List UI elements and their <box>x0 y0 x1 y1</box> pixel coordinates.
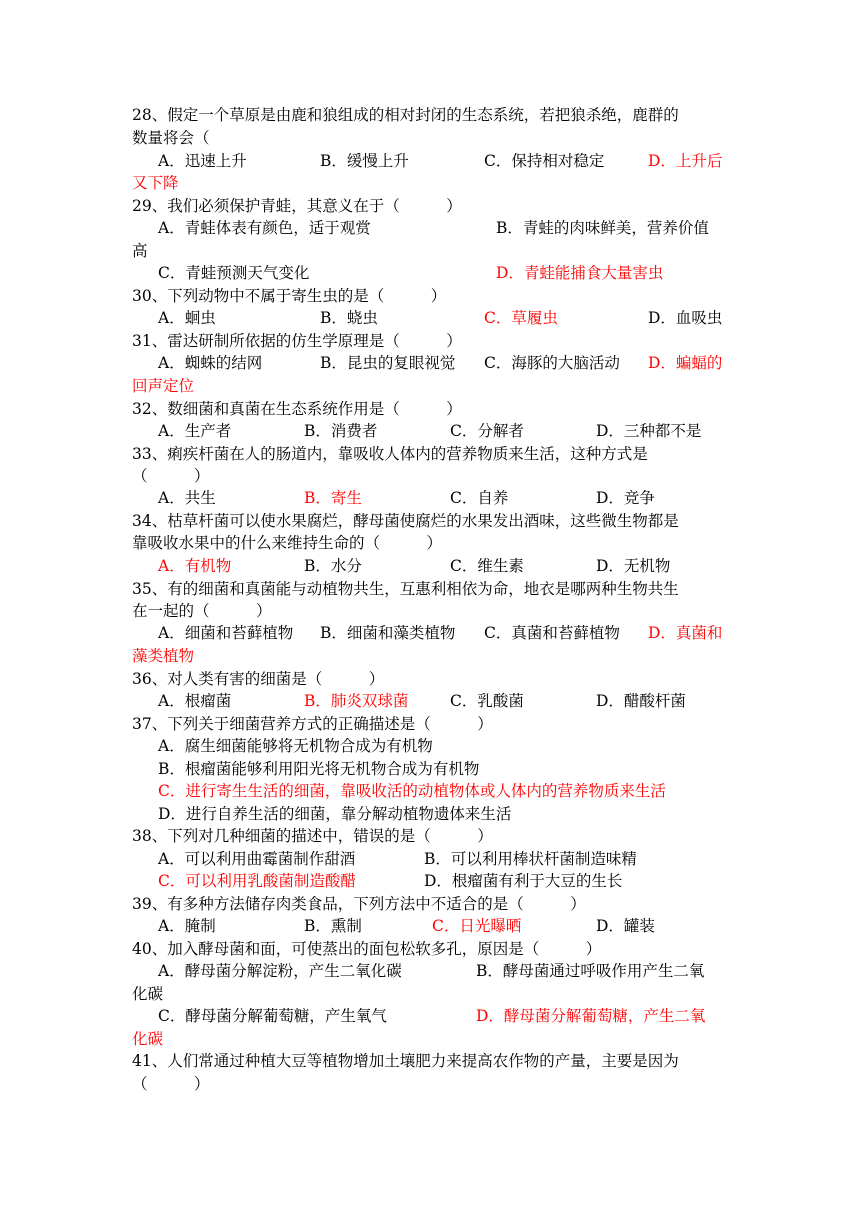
question-34-stem: 34、枯草杆菌可以使水果腐烂，酵母菌使腐烂的水果发出酒味，这些微生物都是 <box>132 512 679 530</box>
question-37-option-d: D．进行自养生活的细菌，靠分解动植物遗体来生活 <box>158 805 512 823</box>
question-29-option-b-cont: 高 <box>132 242 148 260</box>
question-31-option-d-cont: 回声定位 <box>132 377 195 395</box>
option-b: B．青蛙的肉味鲜美，营养价值 <box>496 219 709 237</box>
option-c-answer: C．草履虫 <box>484 309 558 327</box>
option-a: A．细菌和苔藓植物 <box>158 624 294 642</box>
question-28-stem-cont: 数量将会（ <box>132 129 210 147</box>
option-a: A．迅速上升 <box>158 152 247 170</box>
option-b: B．酵母菌通过呼吸作用产生二氧 <box>476 962 705 980</box>
question-40-stem: 40、加入酵母菌和面，可使蒸出的面包松软多孔，原因是（ ） <box>132 940 602 958</box>
question-29-options-2 <box>158 262 732 285</box>
option-c: C．维生素 <box>450 557 524 575</box>
option-b: B．水分 <box>304 557 362 575</box>
option-a: A．根瘤菌 <box>158 692 232 710</box>
question-38-options-2 <box>158 870 732 893</box>
option-d: D．醋酸杆菌 <box>596 692 686 710</box>
option-d-answer: D．蝙蝠的 <box>648 354 723 372</box>
option-c: C．分解者 <box>450 422 524 440</box>
question-36-stem: 36、对人类有害的细菌是（ ） <box>132 670 385 688</box>
option-a: A．可以利用曲霉菌制作甜酒 <box>158 850 356 868</box>
option-c-answer: C．日光曝晒 <box>432 917 522 935</box>
question-35-stem-cont: 在一起的（ ） <box>132 602 272 620</box>
option-a: A．青蛙体表有颜色，适于观赏 <box>158 219 371 237</box>
question-32-stem: 32、数细菌和真菌在生态系统作用是（ ） <box>132 400 462 418</box>
question-33-stem: 33、痢疾杆菌在人的肠道内，靠吸收人体内的营养物质来生活，这种方式是 <box>132 445 648 463</box>
option-d-answer: D．青蛙能捕食大量害虫 <box>496 264 664 282</box>
question-34-options <box>158 555 732 578</box>
option-d-answer: D．上升后 <box>648 152 723 170</box>
question-40-option-b-cont: 化碳 <box>132 985 164 1003</box>
option-c-answer: C．可以利用乳酸菌制造酸醋 <box>158 872 356 890</box>
option-d: D．血吸虫 <box>648 309 723 327</box>
question-28-option-d-cont: 又下降 <box>132 174 179 192</box>
question-39-options <box>158 915 732 938</box>
option-d: D．根瘤菌有利于大豆的生长 <box>424 872 623 890</box>
option-d-answer: D．真菌和 <box>648 624 723 642</box>
option-b-answer: B．寄生 <box>304 489 362 507</box>
question-35-option-d-cont: 藻类植物 <box>132 647 195 665</box>
question-29-options-1 <box>158 217 732 240</box>
question-35-options <box>158 622 732 645</box>
option-a: A．蜘蛛的结网 <box>158 354 263 372</box>
question-37-option-c-answer: C．进行寄生生活的细菌，靠吸收活的动植物体或人体内的营养物质来生活 <box>158 782 666 800</box>
question-37-stem: 37、下列关于细菌营养方式的正确描述是（ ） <box>132 715 493 733</box>
option-b: B．可以利用棒状杆菌制造味精 <box>424 850 637 868</box>
option-c: C．自养 <box>450 489 509 507</box>
option-b: B．蛲虫 <box>320 309 378 327</box>
option-c: C．酵母菌分解葡萄糖，产生氧气 <box>158 1007 387 1025</box>
option-a: A．腌制 <box>158 917 216 935</box>
option-d: D．罐装 <box>596 917 655 935</box>
option-c: C．保持相对稳定 <box>484 152 605 170</box>
option-a: A．共生 <box>158 489 216 507</box>
option-d: D．三种都不是 <box>596 422 702 440</box>
question-38-stem: 38、下列对几种细菌的描述中，错误的是（ ） <box>132 827 493 845</box>
option-b: B．昆虫的复眼视觉 <box>320 354 456 372</box>
option-d: D．无机物 <box>596 557 671 575</box>
question-40-options-2 <box>158 1005 732 1028</box>
option-c: C．真菌和苔藓植物 <box>484 624 620 642</box>
question-41-stem: 41、人们常通过种植大豆等植物增加土壤肥力来提高农作物的产量，主要是因为 <box>132 1052 679 1070</box>
question-40-option-d-cont: 化碳 <box>132 1030 164 1048</box>
question-41-stem-cont: （ ） <box>132 1075 210 1093</box>
question-31-options <box>158 352 732 375</box>
option-b: B．缓慢上升 <box>320 152 409 170</box>
question-37-option-a: A．腐生细菌能够将无机物合成为有机物 <box>158 737 433 755</box>
option-b: B．消费者 <box>304 422 378 440</box>
question-32-options <box>158 420 732 443</box>
question-39-stem: 39、有多种方法储存肉类食品，下列方法中不适合的是（ ） <box>132 895 586 913</box>
question-36-options <box>158 690 732 713</box>
option-c: C．乳酸菌 <box>450 692 524 710</box>
option-a: A．蛔虫 <box>158 309 216 327</box>
option-d: D．竞争 <box>596 489 655 507</box>
question-28-options <box>158 150 732 173</box>
question-29-stem: 29、我们必须保护青蛙，其意义在于（ ） <box>132 197 462 215</box>
option-c: C．青蛙预测天气变化 <box>158 264 310 282</box>
option-b-answer: B．肺炎双球菌 <box>304 692 409 710</box>
option-a: A．酵母菌分解淀粉，产生二氧化碳 <box>158 962 402 980</box>
option-d-answer: D．酵母菌分解葡萄糖，产生二氧 <box>476 1007 706 1025</box>
option-a-answer: A．有机物 <box>158 557 232 575</box>
option-b: B．熏制 <box>304 917 362 935</box>
question-33-stem-cont: （ ） <box>132 467 210 485</box>
question-37-option-b: B．根瘤菌能够利用阳光将无机物合成为有机物 <box>158 760 480 778</box>
question-33-options <box>158 487 732 510</box>
question-40-options-1 <box>158 960 732 983</box>
question-31-stem: 31、雷达研制所依据的仿生学原理是（ ） <box>132 332 462 350</box>
question-38-options-1 <box>158 848 732 871</box>
option-b: B．细菌和藻类植物 <box>320 624 456 642</box>
option-c: C．海豚的大脑活动 <box>484 354 620 372</box>
question-28-stem: 28、假定一个草原是由鹿和狼组成的相对封闭的生态系统，若把狼杀绝，鹿群的 <box>132 106 679 124</box>
question-34-stem-cont: 靠吸收水果中的什么来维持生命的（ ） <box>132 534 443 552</box>
question-30-stem: 30、下列动物中不属于寄生虫的是（ ） <box>132 287 447 305</box>
option-a: A．生产者 <box>158 422 232 440</box>
question-35-stem: 35、有的细菌和真菌能与动植物共生，互惠利相依为命，地衣是哪两种生物共生 <box>132 580 679 598</box>
question-30-options <box>158 307 732 330</box>
